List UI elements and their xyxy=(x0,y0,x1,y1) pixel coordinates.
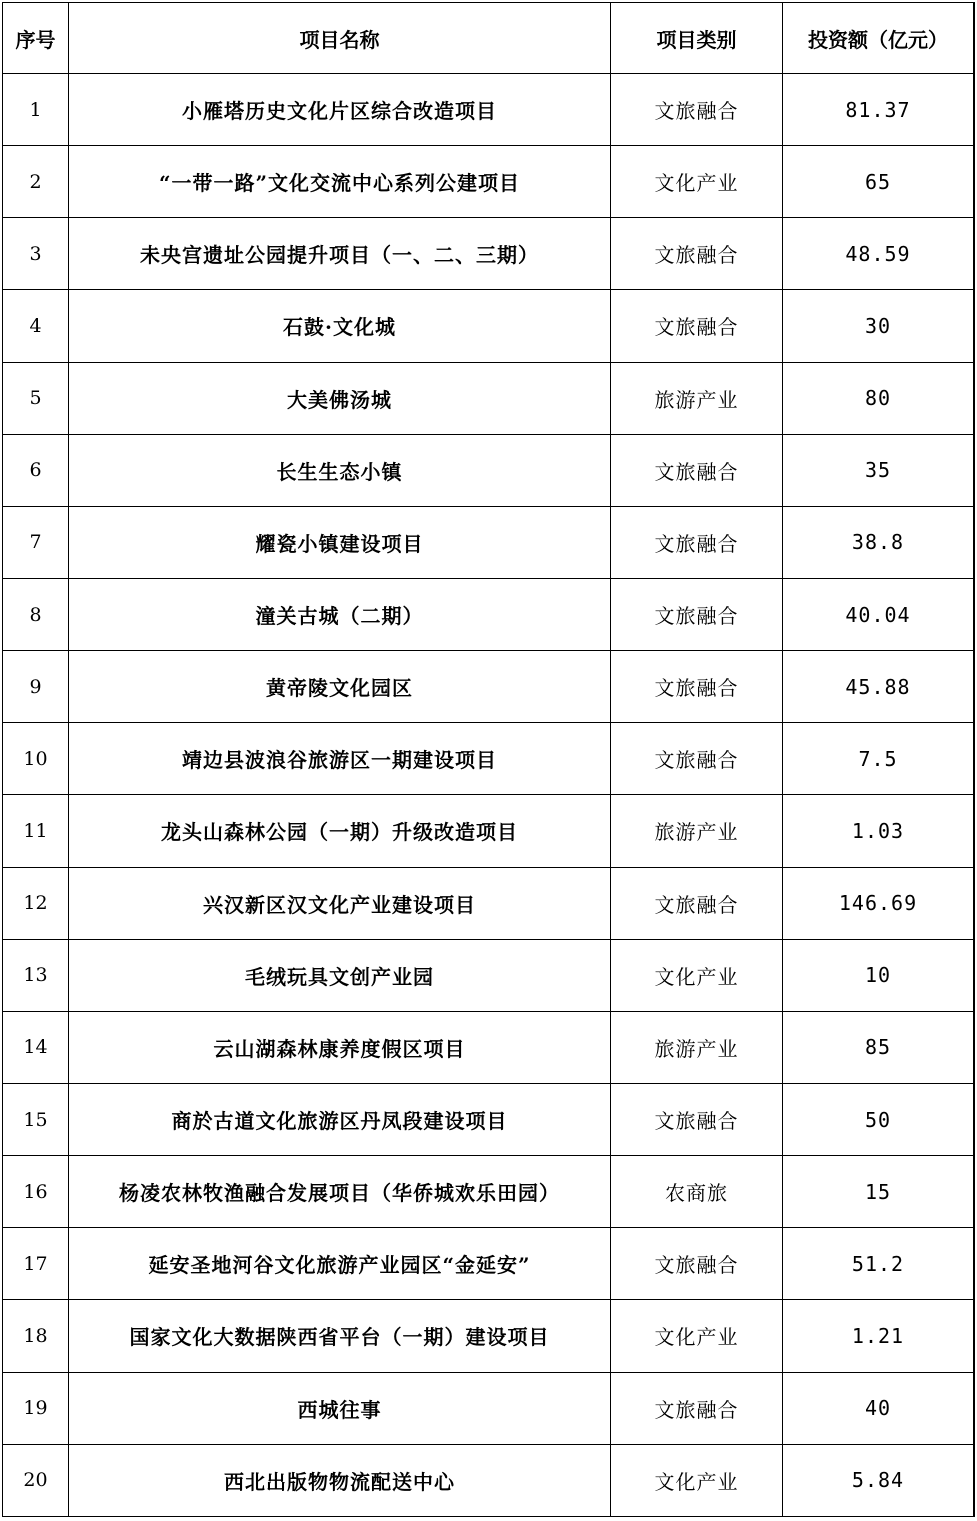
table-row xyxy=(3,1372,974,1444)
table-row xyxy=(3,651,974,723)
cell-project-name: 耀瓷小镇建设项目 xyxy=(69,506,611,578)
table-row xyxy=(3,867,974,939)
cell-category: 文旅融合 xyxy=(611,867,783,939)
cell-project-name: 国家文化大数据陕西省平台（一期）建设项目 xyxy=(69,1300,611,1372)
table-row xyxy=(3,74,974,146)
cell-investment: 30 xyxy=(783,290,974,362)
cell-no: 5 xyxy=(3,362,69,434)
cell-no: 10 xyxy=(3,723,69,795)
table-row xyxy=(3,578,974,650)
cell-category: 文化产业 xyxy=(611,146,783,218)
cell-category: 农商旅 xyxy=(611,1156,783,1228)
projects-table xyxy=(2,2,974,1517)
cell-investment: 1.03 xyxy=(783,795,974,867)
cell-project-name: 石鼓·文化城 xyxy=(69,290,611,362)
cell-project-name: 西城往事 xyxy=(69,1372,611,1444)
cell-category: 文旅融合 xyxy=(611,1372,783,1444)
header-no: 序号 xyxy=(3,3,69,74)
table-row xyxy=(3,1228,974,1300)
cell-project-name: “一带一路”文化交流中心系列公建项目 xyxy=(69,146,611,218)
cell-category: 文旅融合 xyxy=(611,74,783,146)
cell-investment: 40 xyxy=(783,1372,974,1444)
cell-category: 文化产业 xyxy=(611,939,783,1011)
cell-investment: 81.37 xyxy=(783,74,974,146)
table-row xyxy=(3,1444,974,1516)
cell-category: 文旅融合 xyxy=(611,723,783,795)
cell-category: 文旅融合 xyxy=(611,578,783,650)
cell-investment: 40.04 xyxy=(783,578,974,650)
cell-no: 13 xyxy=(3,939,69,1011)
cell-no: 15 xyxy=(3,1083,69,1155)
cell-investment: 1.21 xyxy=(783,1300,974,1372)
table-row xyxy=(3,362,974,434)
cell-no: 6 xyxy=(3,434,69,506)
cell-project-name: 西北出版物物流配送中心 xyxy=(69,1444,611,1516)
cell-no: 18 xyxy=(3,1300,69,1372)
cell-category: 文化产业 xyxy=(611,1444,783,1516)
header-row xyxy=(3,3,974,74)
cell-no: 9 xyxy=(3,651,69,723)
cell-investment: 38.8 xyxy=(783,506,974,578)
cell-category: 旅游产业 xyxy=(611,795,783,867)
cell-category: 文旅融合 xyxy=(611,290,783,362)
cell-project-name: 毛绒玩具文创产业园 xyxy=(69,939,611,1011)
cell-category: 旅游产业 xyxy=(611,362,783,434)
cell-investment: 146.69 xyxy=(783,867,974,939)
header-category: 项目类别 xyxy=(611,3,783,74)
cell-no: 7 xyxy=(3,506,69,578)
right-border-rule xyxy=(973,2,975,1517)
cell-project-name: 未央宫遗址公园提升项目（一、二、三期） xyxy=(69,218,611,290)
cell-project-name: 龙头山森林公园（一期）升级改造项目 xyxy=(69,795,611,867)
cell-project-name: 小雁塔历史文化片区综合改造项目 xyxy=(69,74,611,146)
table-row xyxy=(3,795,974,867)
cell-project-name: 商於古道文化旅游区丹凤段建设项目 xyxy=(69,1083,611,1155)
header-name: 项目名称 xyxy=(69,3,611,74)
table-row xyxy=(3,1300,974,1372)
table-row xyxy=(3,723,974,795)
cell-investment: 48.59 xyxy=(783,218,974,290)
cell-investment: 80 xyxy=(783,362,974,434)
cell-category: 文化产业 xyxy=(611,1300,783,1372)
cell-category: 文旅融合 xyxy=(611,1083,783,1155)
cell-investment: 35 xyxy=(783,434,974,506)
cell-category: 文旅融合 xyxy=(611,651,783,723)
cell-no: 17 xyxy=(3,1228,69,1300)
table-row xyxy=(3,434,974,506)
cell-investment: 5.84 xyxy=(783,1444,974,1516)
cell-category: 文旅融合 xyxy=(611,506,783,578)
cell-no: 16 xyxy=(3,1156,69,1228)
table-row xyxy=(3,939,974,1011)
cell-category: 文旅融合 xyxy=(611,1228,783,1300)
cell-project-name: 杨凌农林牧渔融合发展项目（华侨城欢乐田园） xyxy=(69,1156,611,1228)
cell-project-name: 长生生态小镇 xyxy=(69,434,611,506)
cell-category: 文旅融合 xyxy=(611,434,783,506)
cell-no: 14 xyxy=(3,1011,69,1083)
cell-project-name: 黄帝陵文化园区 xyxy=(69,651,611,723)
table-row xyxy=(3,218,974,290)
cell-project-name: 潼关古城（二期） xyxy=(69,578,611,650)
cell-project-name: 延安圣地河谷文化旅游产业园区“金延安” xyxy=(69,1228,611,1300)
cell-no: 3 xyxy=(3,218,69,290)
cell-no: 1 xyxy=(3,74,69,146)
cell-investment: 10 xyxy=(783,939,974,1011)
cell-no: 11 xyxy=(3,795,69,867)
cell-category: 旅游产业 xyxy=(611,1011,783,1083)
table-row xyxy=(3,146,974,218)
cell-project-name: 云山湖森林康养度假区项目 xyxy=(69,1011,611,1083)
table-row xyxy=(3,1011,974,1083)
table-body xyxy=(3,74,974,1517)
cell-no: 20 xyxy=(3,1444,69,1516)
cell-investment: 50 xyxy=(783,1083,974,1155)
cell-investment: 85 xyxy=(783,1011,974,1083)
cell-project-name: 兴汉新区汉文化产业建设项目 xyxy=(69,867,611,939)
table-header xyxy=(3,3,974,74)
header-investment: 投资额（亿元） xyxy=(783,3,974,74)
cell-investment: 45.88 xyxy=(783,651,974,723)
table-row xyxy=(3,290,974,362)
table-row xyxy=(3,1083,974,1155)
table-row xyxy=(3,506,974,578)
cell-no: 8 xyxy=(3,578,69,650)
cell-investment: 51.2 xyxy=(783,1228,974,1300)
cell-project-name: 大美佛汤城 xyxy=(69,362,611,434)
cell-no: 19 xyxy=(3,1372,69,1444)
cell-category: 文旅融合 xyxy=(611,218,783,290)
cell-investment: 15 xyxy=(783,1156,974,1228)
cell-no: 4 xyxy=(3,290,69,362)
cell-investment: 7.5 xyxy=(783,723,974,795)
table-row xyxy=(3,1156,974,1228)
cell-no: 12 xyxy=(3,867,69,939)
cell-investment: 65 xyxy=(783,146,974,218)
cell-project-name: 靖边县波浪谷旅游区一期建设项目 xyxy=(69,723,611,795)
cell-no: 2 xyxy=(3,146,69,218)
